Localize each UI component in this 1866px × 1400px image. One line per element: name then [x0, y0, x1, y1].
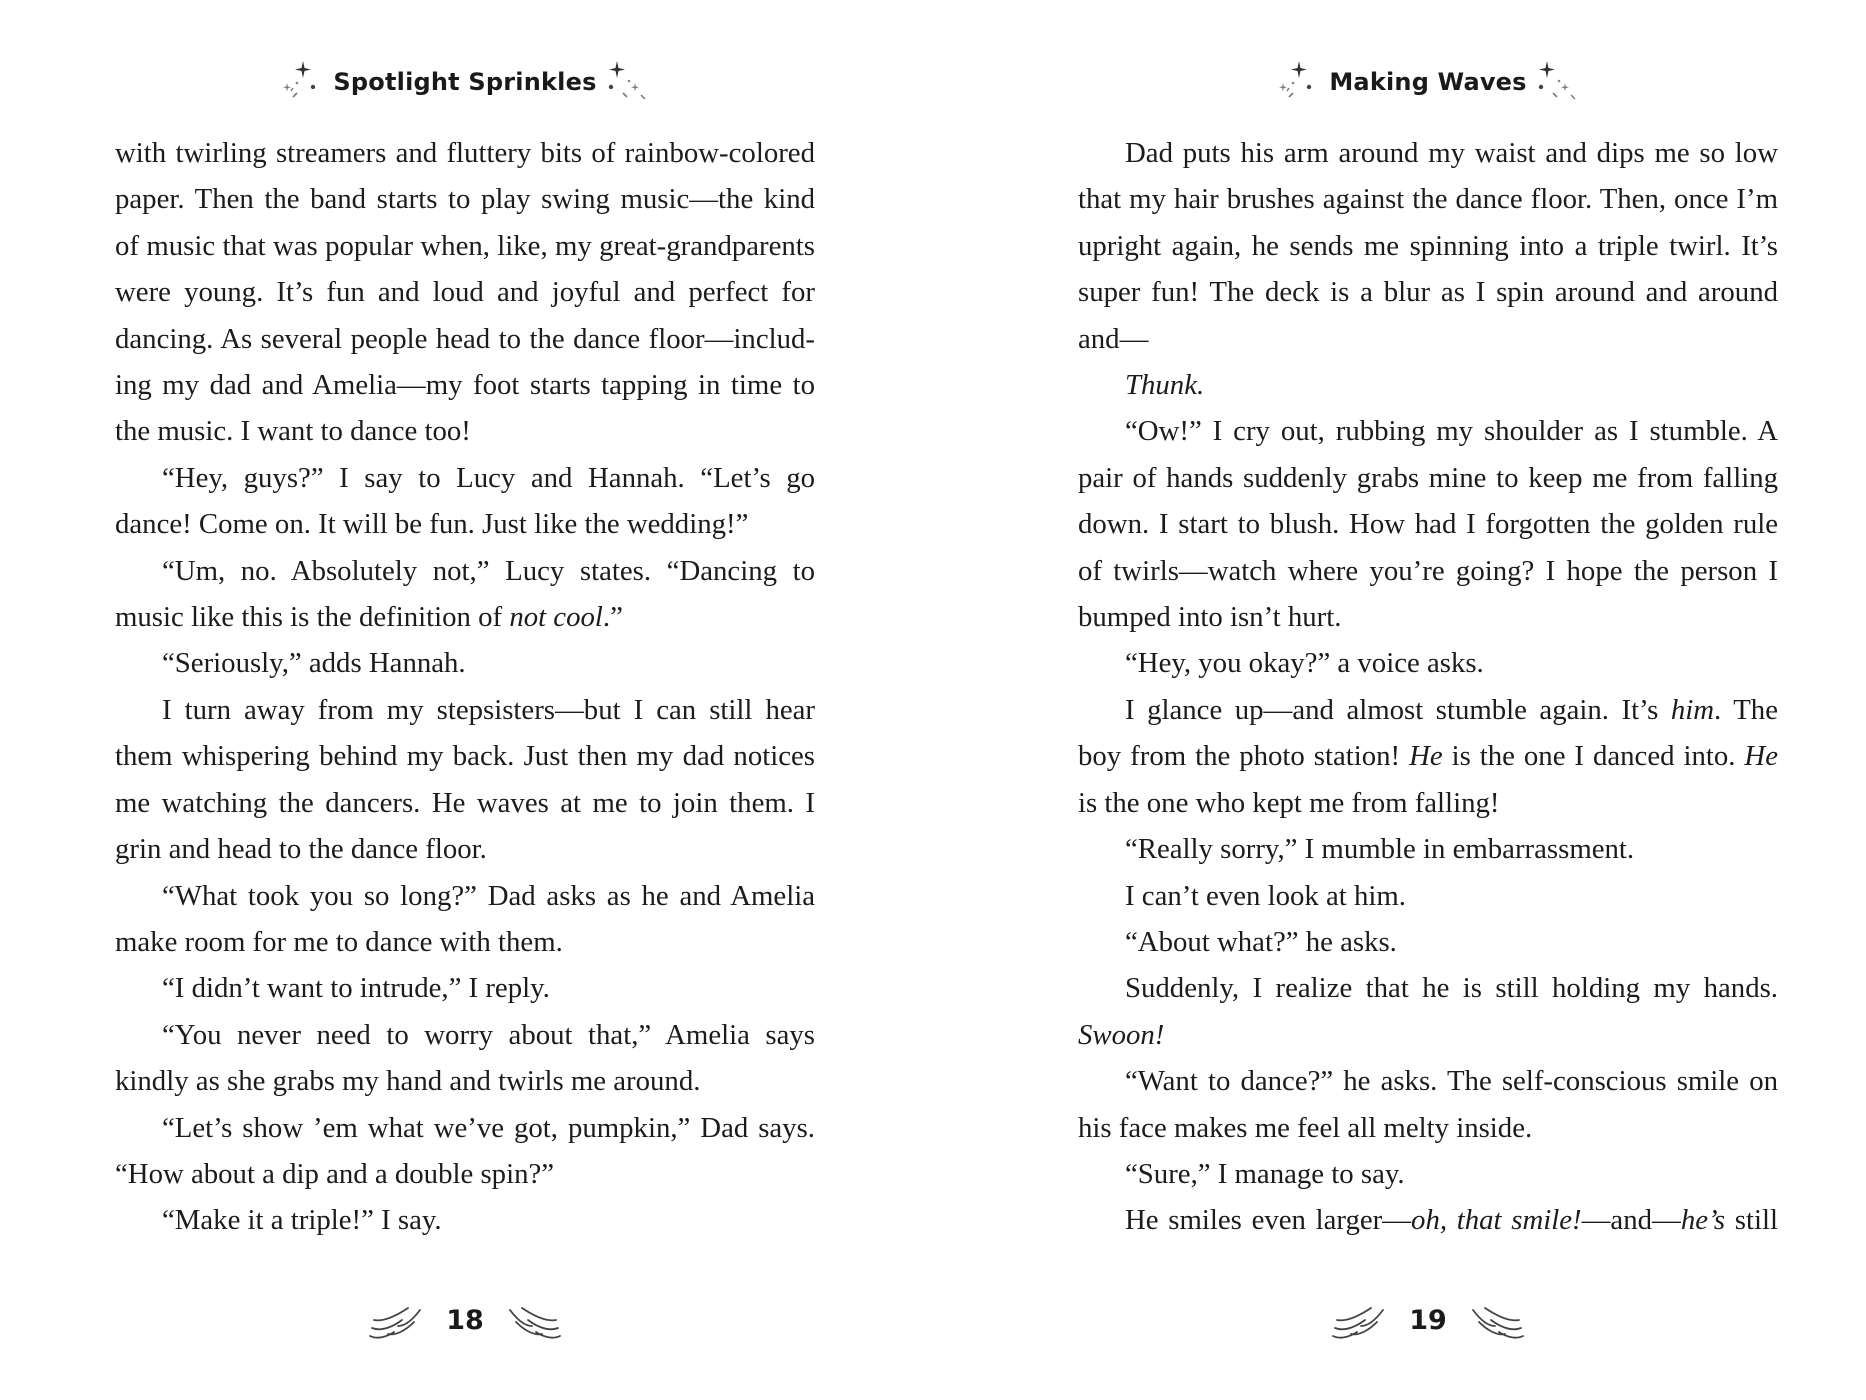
paragraph [1078, 640, 1778, 686]
swoosh-right-icon [506, 1296, 566, 1344]
text-run: .” [602, 601, 623, 634]
page-number: 18 [446, 1304, 484, 1336]
italic-text: He [1744, 740, 1778, 773]
text-run: “Hey, guys?” I say to Lucy and Hannah. “Let’s go dance! Come on. It will be fun. Just like the wedding!” [115, 461, 815, 541]
running-title: Spotlight Sprinkles [333, 68, 597, 96]
right-page [1078, 0, 1778, 1400]
paragraph [115, 1012, 815, 1105]
paragraph [115, 640, 815, 686]
paragraph [1078, 965, 1778, 1058]
text-run: “You never need to worry about that,” Amelia says kindly as she grabs my hand and twirls me around. [115, 1018, 815, 1098]
italic-text: Thunk. [1125, 369, 1205, 402]
sparkle-right-icon [1535, 57, 1585, 107]
italic-text: oh, that smile! [1411, 1204, 1582, 1237]
italic-text: him [1670, 693, 1715, 726]
paragraph [115, 873, 815, 966]
text-run: —and— [1581, 1204, 1681, 1237]
text-run: “Make it a triple!” I say. [162, 1204, 442, 1237]
paragraph [1078, 362, 1778, 408]
left-page [115, 0, 815, 1400]
italic-text: He [1409, 740, 1443, 773]
italic-text: not cool [509, 601, 603, 634]
running-title: Making Waves [1329, 68, 1527, 96]
text-run: I can’t even look at him. [1125, 879, 1406, 912]
text-run: He smiles even larger— [1125, 1204, 1412, 1237]
text-run: is the one I danced into. [1442, 740, 1745, 773]
text-run: . The boy from the photo station! [1078, 693, 1778, 773]
sparkle-left-icon [1271, 57, 1321, 107]
paragraph [1078, 873, 1778, 919]
text-run: “Ow!” I cry out, rubbing my shoulder as I stumble. A pair of hands suddenly grabs mine to keep me from falling down. I start to blush. How had I forgotten the golden rule of twirls—watch where you’re going? I hope the person I bumped into isn’t hurt. [1078, 415, 1778, 634]
text-run: I turn away from my stepsisters—but I can still hear them whispering behind my back. Just then my dad notices me watching the dancers. He waves at me to join them. I grin and head to the dance floor. [115, 693, 815, 866]
folio-left [115, 1290, 815, 1350]
text-run: Suddenly, I realize that he is still holding my hands. [1125, 972, 1778, 1005]
body-text-left [115, 130, 815, 1244]
paragraph [1078, 1197, 1778, 1243]
paragraph [115, 1197, 815, 1243]
running-head-left [115, 52, 815, 112]
text-run: “Hey, you okay?” a voice asks. [1125, 647, 1484, 680]
text-run: still [1725, 1204, 1778, 1237]
running-head-right [1078, 52, 1778, 112]
text-run: “Seriously,” adds Hannah. [162, 647, 466, 680]
paragraph [1078, 687, 1778, 826]
text-run: is the one who kept me from falling! [1078, 786, 1500, 819]
text-run: Dad puts his arm around my waist and dips me so low that my hair brushes against the dance floor. Then, once I’m upright again, he sends me spinning into a triple twirl. It’s super fun! The deck is a blur as I spin around and around and— [1078, 137, 1778, 355]
paragraph [115, 687, 815, 873]
italic-text: Swoon! [1078, 1018, 1165, 1051]
text-run: “About what?” he asks. [1125, 925, 1397, 958]
paragraph [1078, 408, 1778, 640]
paragraph [115, 130, 815, 455]
text-run: “Let’s show ’em what we’ve got, pumpkin,” Dad says. “How about a dip and a double spin?” [115, 1111, 815, 1190]
text-run: “What took you so long?” Dad asks as he and Amelia make room for me to dance with them. [115, 879, 815, 958]
paragraph [1078, 826, 1778, 872]
page-number: 19 [1409, 1304, 1447, 1336]
paragraph [1078, 1151, 1778, 1197]
paragraph [1078, 919, 1778, 965]
text-run: “I didn’t want to intrude,” I reply. [162, 972, 550, 1005]
text-run: “Sure,” I manage to say. [1125, 1157, 1405, 1190]
text-run: “Want to dance?” he asks. The self-conscious smile on his face makes me feel all melty inside. [1078, 1065, 1778, 1144]
swoosh-right-icon [1469, 1296, 1529, 1344]
swoosh-left-icon [1327, 1296, 1387, 1344]
text-run: “Um, no. Absolutely not,” Lucy states. “Dancing to music like this is the definition of [115, 554, 815, 634]
paragraph [115, 965, 815, 1011]
text-run: with twirling streamers and fluttery bits of rainbow-colored paper. Then the band starts to play swing music—the kind of music that was popular when, like, my great-grandparents were young. It’s fun and loud and joyful and perfect for dancing. As several people head to the dance floor—including my dad and Amelia—my foot starts tapping in time to the music. I want to dance too! [115, 137, 815, 448]
sparkle-left-icon [275, 57, 325, 107]
paragraph [115, 1105, 815, 1198]
paragraph [115, 455, 815, 548]
text-run: “Really sorry,” I mumble in embarrassment. [1125, 833, 1635, 866]
body-text-right [1078, 130, 1778, 1244]
italic-text: he’s [1680, 1204, 1726, 1237]
swoosh-left-icon [364, 1296, 424, 1344]
text-run: I glance up—and almost stumble again. It’s [1125, 693, 1671, 726]
sparkle-right-icon [605, 57, 655, 107]
paragraph [115, 548, 815, 641]
paragraph [1078, 130, 1778, 362]
paragraph [1078, 1058, 1778, 1151]
folio-right [1078, 1290, 1778, 1350]
